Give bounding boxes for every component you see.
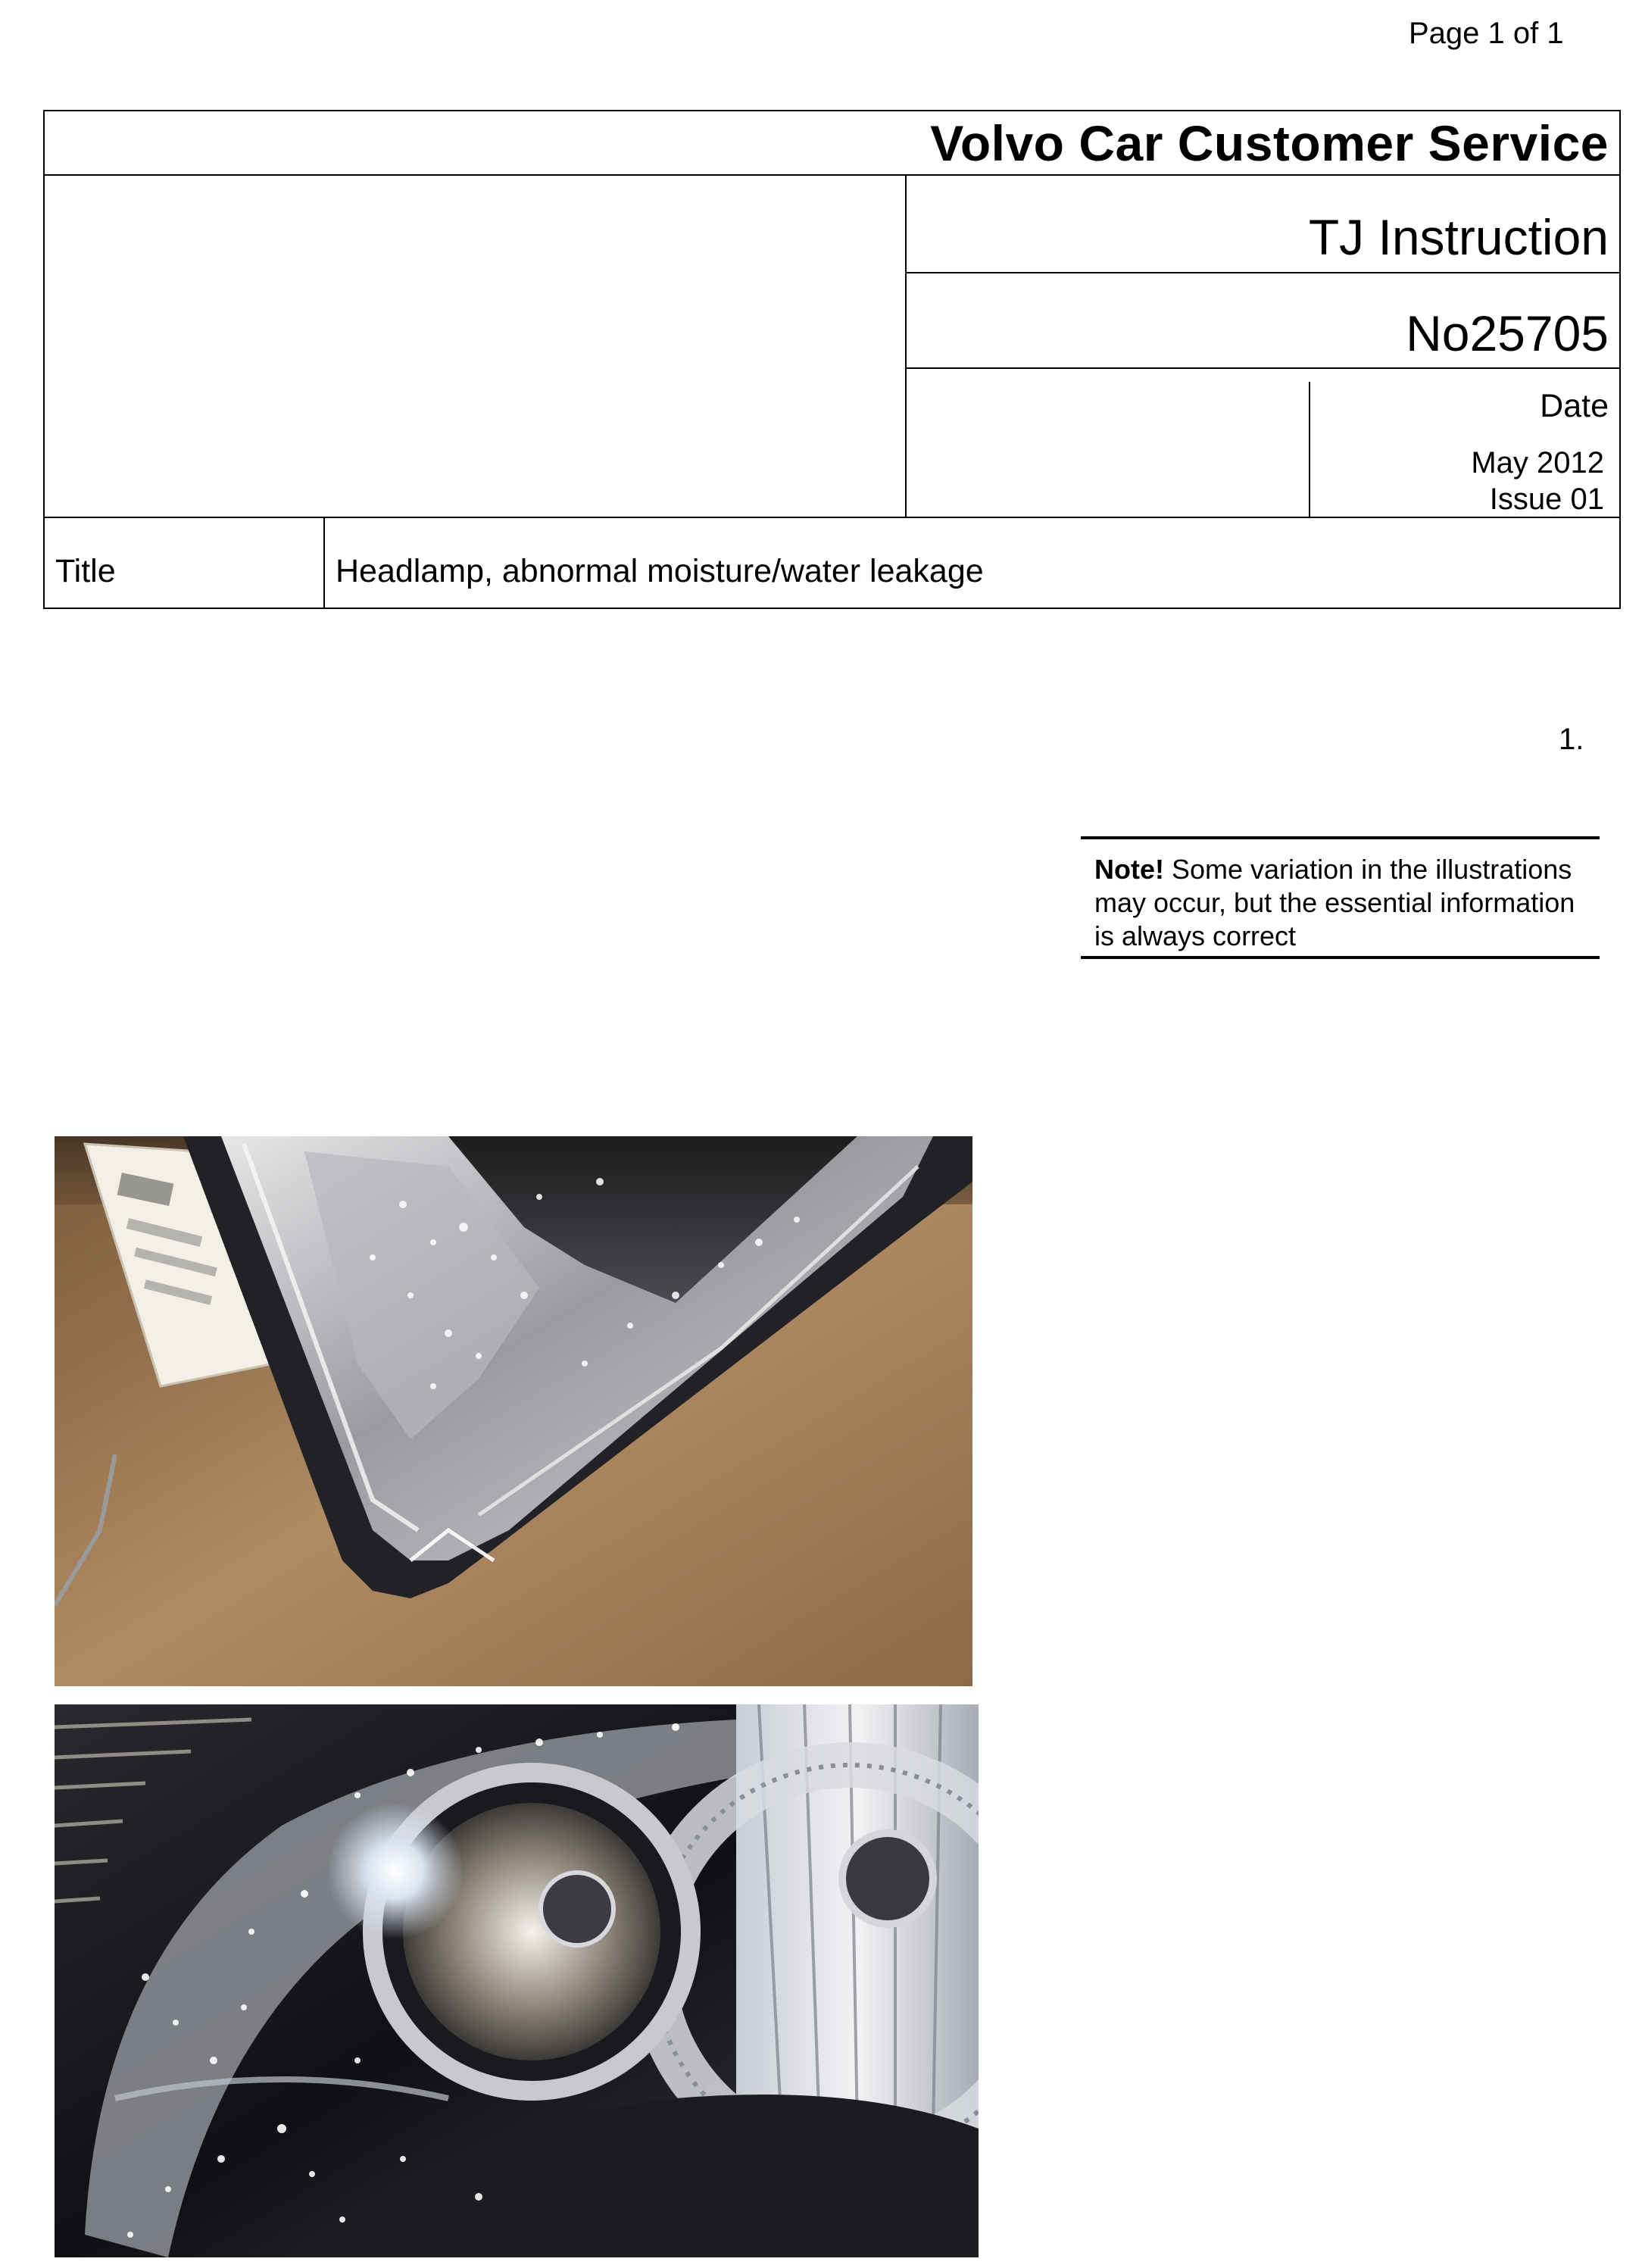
divider: [45, 517, 1619, 518]
issue-value: Issue 01: [1489, 483, 1604, 516]
title-label: Title: [55, 553, 116, 589]
document-number: No25705: [1406, 305, 1609, 361]
headlamp-lens-with-water-droplets-photo: [55, 1704, 979, 2257]
divider: [905, 174, 907, 517]
brand-name: Volvo Car Customer Service: [930, 115, 1609, 171]
brand-row: [45, 111, 1619, 176]
date-value: May 2012: [1471, 446, 1604, 480]
divider: [1309, 382, 1310, 517]
page-number: Page 1 of 1: [1409, 17, 1564, 50]
note-box: [1081, 836, 1600, 959]
date-label: Date: [1540, 388, 1609, 424]
note-label: Note!: [1094, 854, 1164, 885]
note-text: Some variation in the illustrations may occur, but the essential information is always correct: [1094, 854, 1575, 951]
headlamp-corner-with-moisture-photo: [55, 1136, 972, 1686]
divider: [323, 517, 325, 608]
document-title: Headlamp, abnormal moisture/water leakage: [336, 553, 984, 589]
divider: [905, 272, 1619, 273]
divider: [905, 367, 1619, 369]
document-header-table: [43, 110, 1621, 609]
step-number: 1.: [1559, 723, 1584, 756]
document-type: TJ Instruction: [1308, 209, 1609, 265]
